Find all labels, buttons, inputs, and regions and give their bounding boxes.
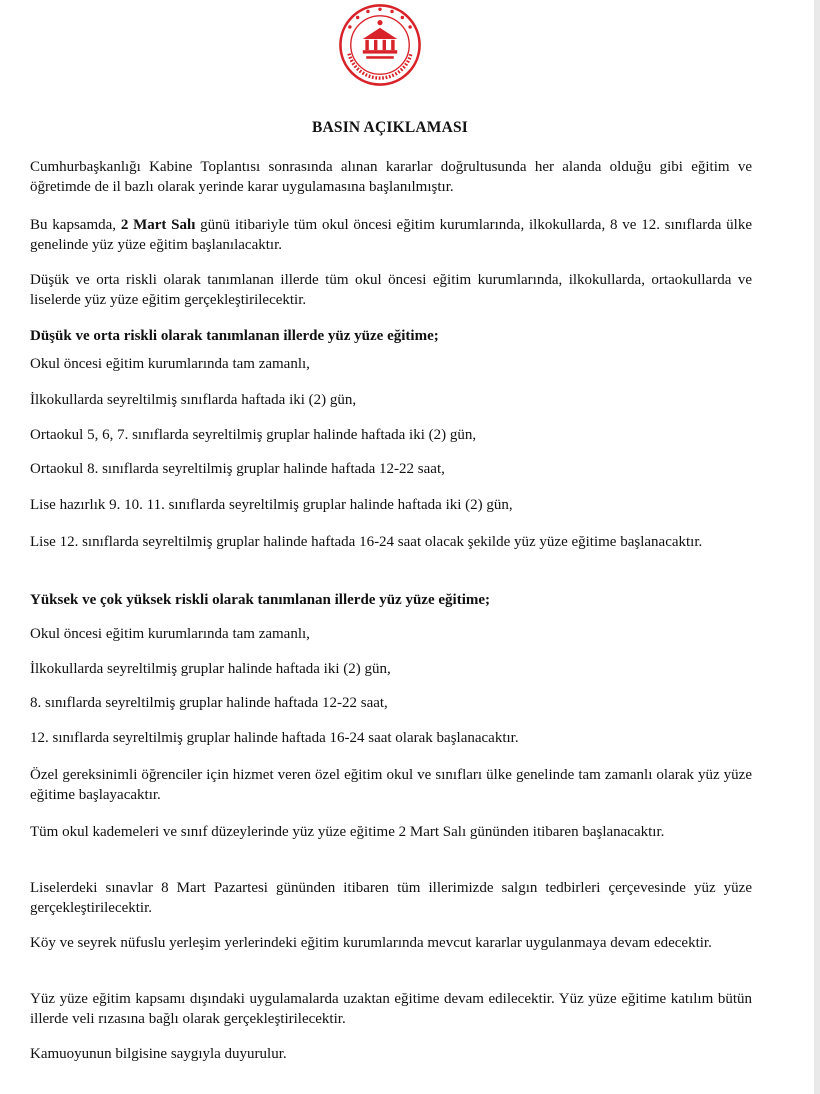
paragraph-intro: Cumhurbaşkanlığı Kabine Toplantısı sonrasında alınan kararlar doğrultusunda her alanda olduğu gibi eğitim ve öğretimde de il bazlı olarak yerinde karar uygulamasına başlanılmıştır. — [30, 159, 752, 195]
paragraph-exams: Liselerdeki sınavlar 8 Mart Pazartesi gününden itibaren tüm illerimizde salgın tedbirleri çerçevesinde yüz yüze gerçekleştirilecektir. — [30, 880, 752, 916]
low-risk-item: Ortaokul 8. sınıflarda seyreltilmiş gruplar halinde haftada 12-22 saat, — [30, 461, 445, 477]
paragraph-all-levels: Tüm okul kademeleri ve sınıf düzeylerinde yüz yüze eğitime 2 Mart Salı gününden itibaren başlanacaktır. — [30, 824, 665, 840]
paragraph-low-risk: Düşük ve orta riskli olarak tanımlanan illerde tüm okul öncesi eğitim kurumlarında, ilkokullarda, ortaokullarda ve liselerde yüz yüze eğitim gerçekleştirilecektir. — [30, 272, 752, 308]
high-risk-item: 8. sınıflarda seyreltilmiş gruplar halinde haftada 12-22 saat, — [30, 695, 388, 711]
page-edge — [814, 0, 820, 1094]
high-risk-item: 12. sınıflarda seyreltilmiş gruplar halinde haftada 16-24 saat olarak başlanacaktır. — [30, 730, 519, 746]
high-risk-heading: Yüksek ve çok yüksek riskli olarak tanımlanan illerde yüz yüze eğitime; — [30, 592, 491, 608]
low-risk-item: Lise hazırlık 9. 10. 11. sınıflarda seyreltilmiş gruplar halinde haftada iki (2) gün, — [30, 497, 513, 513]
low-risk-heading: Düşük ve orta riskli olarak tanımlanan illerde yüz yüze eğitime; — [30, 328, 439, 344]
closing-statement: Kamuoyunun bilgisine saygıyla duyurulur. — [30, 1046, 287, 1062]
paragraph-scope — [30, 215, 752, 255]
low-risk-item: Ortaokul 5, 6, 7. sınıflarda seyreltilmiş gruplar halinde haftada iki (2) gün, — [30, 427, 477, 443]
low-risk-item: Lise 12. sınıflarda seyreltilmiş gruplar halinde haftada 16-24 saat olacak şekilde yüz yüze eğitime başlanacaktır. — [30, 534, 703, 550]
paragraph-special-education: Özel gereksinimli öğrenciler için hizmet veren özel eğitim okul ve sınıfları ülke genelinde tam zamanlı olarak yüz yüze eğitime başlayacaktır. — [30, 767, 752, 803]
paragraph-remote-education: Yüz yüze eğitim kapsamı dışındaki uygulamalarda uzaktan eğitime devam edilecektir. Yüz yüze eğitime katılım bütün illerde veli rızasına bağlı olarak gerçekleştirilecektir. — [30, 991, 752, 1027]
scope-date: 2 Mart Salı — [120, 217, 196, 233]
paragraph-villages: Köy ve seyrek nüfuslu yerleşim yerlerindeki eğitim kurumlarında mevcut kararlar uygulanmaya devam edecektir. — [30, 935, 712, 951]
ministry-seal-icon — [337, 2, 423, 88]
low-risk-item: İlkokullarda seyreltilmiş sınıflarda haftada iki (2) gün, — [30, 392, 357, 408]
document-title: BASIN AÇIKLAMASI — [311, 119, 469, 136]
high-risk-item: Okul öncesi eğitim kurumlarında tam zamanlı, — [30, 626, 310, 642]
scope-text-end: günü itibariyle tüm okul öncesi eğitim kurumlarında, ilkokullarda, 8 ve 12. sınıflarda ülke genelinde yüz yüze eğitim başlanılacaktır. — [30, 217, 753, 253]
scope-text-start: Bu kapsamda, — [30, 217, 121, 233]
low-risk-item: Okul öncesi eğitim kurumlarında tam zamanlı, — [30, 356, 310, 372]
high-risk-item: İlkokullarda seyreltilmiş gruplar halinde haftada iki (2) gün, — [30, 661, 391, 677]
